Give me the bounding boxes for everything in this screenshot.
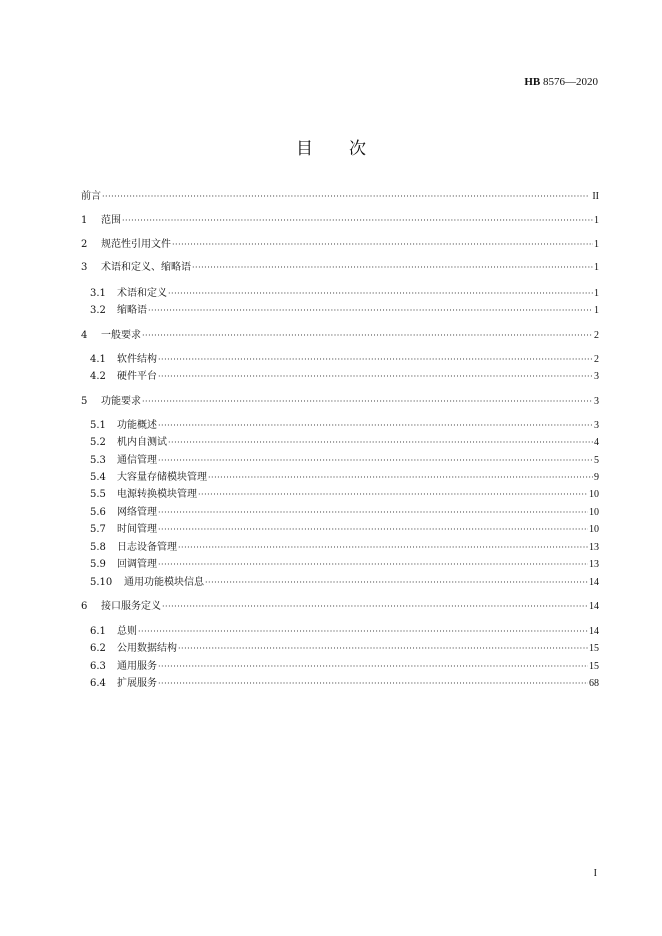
toc-entry-page: 10	[589, 489, 599, 500]
toc-entry-4-1[interactable]	[90, 352, 599, 368]
toc-entry-number: 5.3	[90, 455, 106, 466]
toc-entry-title: 术语和定义、缩略语	[101, 262, 191, 273]
toc-entry-number: 5.9	[90, 559, 106, 570]
toc-leader-dots	[178, 641, 588, 657]
toc-entry-5-1[interactable]	[90, 418, 599, 434]
toc-leader-dots	[192, 260, 593, 276]
toc-entry-5-4[interactable]	[90, 470, 599, 486]
toc-entry-number: 5.6	[90, 507, 106, 518]
toc-entry-number: 5	[81, 396, 88, 407]
toc-leader-dots	[158, 659, 588, 675]
toc-leader-dots	[138, 624, 588, 640]
toc-entry-page: 14	[589, 626, 599, 637]
toc-entry-2[interactable]	[81, 237, 599, 253]
toc-entry-page: 1	[594, 288, 599, 299]
toc-entry-4[interactable]	[81, 328, 599, 344]
toc-entry-title: 电源转换模块管理	[117, 489, 197, 500]
toc-entry-page: 3	[594, 371, 599, 382]
toc-entry-title: 通信管理	[117, 455, 157, 466]
toc-leader-dots	[122, 213, 593, 229]
toc-entry-number: 5.10	[90, 577, 113, 588]
toc-entry-title: 扩展服务	[117, 678, 157, 689]
toc-entry-page: 5	[594, 455, 599, 466]
toc-entry-number: 6	[81, 601, 88, 612]
standard-code-number: 8576—2020	[540, 76, 598, 88]
toc-entry-5-2[interactable]	[90, 435, 599, 451]
toc-entry-4-2[interactable]	[90, 369, 599, 385]
toc-entry-preface[interactable]	[81, 189, 599, 205]
toc-entry-number: 3	[81, 262, 88, 273]
toc-entry-5-7[interactable]	[90, 522, 599, 538]
toc-leader-dots	[102, 189, 591, 205]
toc-entry-page: 1	[594, 215, 599, 226]
toc-entry-title: 范围	[101, 215, 121, 226]
toc-entry-5-10[interactable]	[90, 575, 599, 591]
toc-leader-dots	[162, 599, 588, 615]
toc-entry-title: 功能概述	[117, 420, 157, 431]
toc-entry-6-2[interactable]	[90, 641, 599, 657]
toc-entry-title: 机内自测试	[117, 437, 167, 448]
toc-entry-page: 15	[589, 661, 599, 672]
toc-entry-number: 5.1	[90, 420, 106, 431]
toc-entry-3-1[interactable]	[90, 286, 599, 302]
toc-entry-number: 5.7	[90, 524, 106, 535]
toc-entry-title: 通用服务	[117, 661, 157, 672]
page-title: 目次	[296, 139, 402, 159]
toc-entry-page: 10	[589, 524, 599, 535]
toc-entry-3[interactable]	[81, 260, 599, 276]
toc-leader-dots	[158, 352, 593, 368]
toc-entry-number: 4.2	[90, 371, 106, 382]
toc-leader-dots	[178, 540, 588, 556]
toc-entry-number: 6.3	[90, 661, 106, 672]
standard-code	[524, 76, 598, 88]
toc-entry-title: 通用功能模块信息	[124, 577, 204, 588]
toc-entry-number: 6.2	[90, 643, 106, 654]
toc-leader-dots	[142, 328, 593, 344]
toc-leader-dots	[168, 286, 593, 302]
toc-entry-page: 4	[594, 437, 599, 448]
toc-entry-5-6[interactable]	[90, 505, 599, 521]
toc-entry-title: 网络管理	[117, 507, 157, 518]
toc-entry-page: 14	[589, 601, 599, 612]
toc-entry-5-8[interactable]	[90, 540, 599, 556]
toc-entry-title: 软件结构	[117, 354, 157, 365]
toc-entry-title: 时间管理	[117, 524, 157, 535]
toc-entry-number: 4	[81, 330, 88, 341]
toc-leader-dots	[158, 557, 588, 573]
toc-leader-dots	[142, 394, 593, 410]
toc-entry-title: 公用数据结构	[117, 643, 177, 654]
toc-entry-title: 规范性引用文件	[101, 239, 171, 250]
toc-entry-title: 术语和定义	[117, 288, 167, 299]
toc-entry-number: 6.4	[90, 678, 106, 689]
toc-entry-3-2[interactable]	[90, 303, 599, 319]
toc-entry-number: 5.5	[90, 489, 106, 500]
toc-leader-dots	[172, 237, 593, 253]
toc-entry-page: 10	[589, 507, 599, 518]
toc-entry-number: 5.8	[90, 542, 106, 553]
toc-entry-5-3[interactable]	[90, 453, 599, 469]
toc-entry-title: 总则	[117, 626, 137, 637]
toc-entry-5-9[interactable]	[90, 557, 599, 573]
toc-entry-page: 9	[594, 472, 599, 483]
toc-entry-page: 68	[589, 678, 599, 689]
toc-entry-6-3[interactable]	[90, 659, 599, 675]
toc-entry-6[interactable]	[81, 599, 599, 615]
toc-entry-page: 3	[594, 420, 599, 431]
toc-entry-number: 2	[81, 239, 88, 250]
toc-entry-title: 大容量存储模块管理	[117, 472, 207, 483]
toc-leader-dots	[208, 470, 593, 486]
toc-entry-page: II	[592, 191, 599, 202]
toc-entry-page: 2	[594, 354, 599, 365]
toc-entry-page: 13	[589, 559, 599, 570]
toc-leader-dots	[158, 453, 593, 469]
toc-leader-dots	[148, 303, 593, 319]
toc-entry-page: 1	[594, 239, 599, 250]
toc-entry-title: 前言	[81, 191, 101, 202]
toc-leader-dots	[198, 487, 588, 503]
toc-entry-title: 日志设备管理	[117, 542, 177, 553]
toc-entry-title: 功能要求	[101, 396, 141, 407]
toc-entry-title: 硬件平台	[117, 371, 157, 382]
toc-entry-6-4[interactable]	[90, 676, 599, 692]
toc-entry-page: 13	[589, 542, 599, 553]
toc-leader-dots	[205, 575, 588, 591]
toc-entry-title: 一般要求	[101, 330, 141, 341]
toc-entry-page: 3	[594, 396, 599, 407]
toc-entry-1[interactable]	[81, 213, 599, 229]
toc-leader-dots	[158, 522, 588, 538]
toc-entry-5-5[interactable]	[90, 487, 599, 503]
toc-leader-dots	[158, 418, 593, 434]
toc-entry-page: 2	[594, 330, 599, 341]
toc-entry-page: 1	[594, 305, 599, 316]
toc-leader-dots	[158, 505, 588, 521]
toc-entry-6-1[interactable]	[90, 624, 599, 640]
toc-leader-dots	[158, 676, 588, 692]
toc-entry-number: 1	[81, 215, 88, 226]
toc-entry-number: 3.1	[90, 288, 106, 299]
standard-code-prefix: HB	[524, 76, 541, 88]
toc-entry-5[interactable]	[81, 394, 599, 410]
toc-entry-number: 5.4	[90, 472, 106, 483]
toc-entry-number: 4.1	[90, 354, 106, 365]
toc-entry-page: 1	[594, 262, 599, 273]
toc-entry-page: 15	[589, 643, 599, 654]
toc-leader-dots	[158, 369, 593, 385]
toc-entry-title: 回调管理	[117, 559, 157, 570]
toc-entry-title: 缩略语	[117, 305, 147, 316]
toc-entry-number: 5.2	[90, 437, 106, 448]
toc-entry-number: 3.2	[90, 305, 106, 316]
toc-entry-title: 接口服务定义	[101, 601, 161, 612]
page-folio: I	[593, 868, 597, 879]
toc-leader-dots	[168, 435, 593, 451]
toc-entry-number: 6.1	[90, 626, 106, 637]
toc-entry-page: 14	[589, 577, 599, 588]
